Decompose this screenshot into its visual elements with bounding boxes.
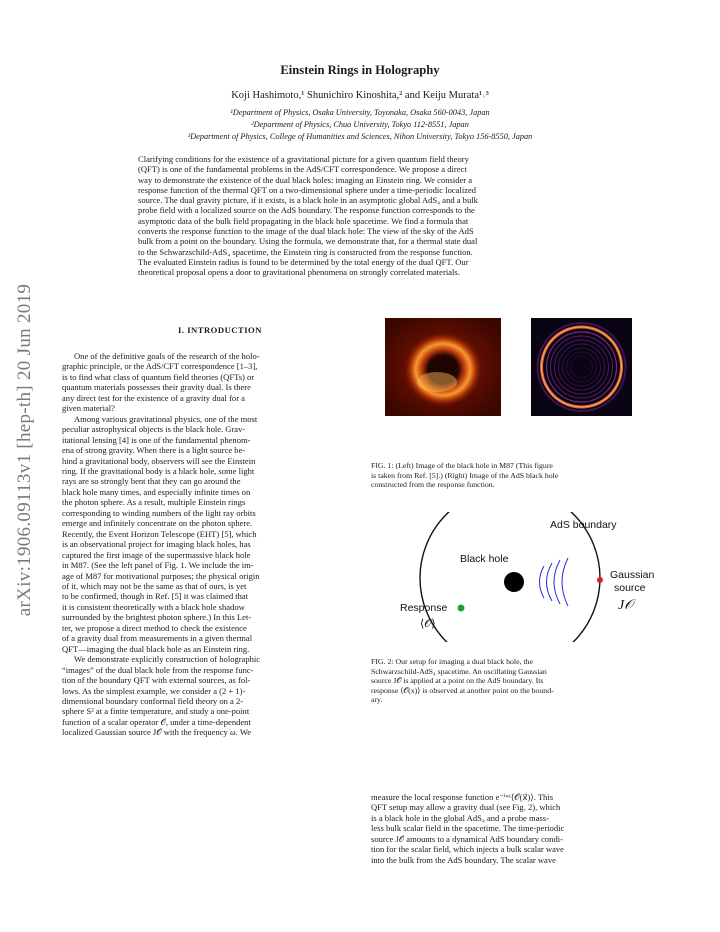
text-line: lows. As the simplest example, we consider a (2 + 1)- bbox=[62, 685, 246, 696]
text-line: hind a gravitational body, observers will see the Einstein bbox=[62, 455, 256, 466]
affiliation-1: ¹Department of Physics, Osaka University, Toyonaka, Osaka 560-0043, Japan bbox=[230, 108, 490, 117]
abstract-line: to the Schwarzschild-AdS₄ spacetime, the Einstein ring is constructed from the response function. bbox=[138, 246, 473, 257]
paper-title: Einstein Rings in Holography bbox=[280, 63, 440, 77]
text-line: One of the definitive goals of the research of the holo- bbox=[74, 351, 260, 361]
abstract-line: (QFT) is one of the fundamental problems in the AdS/CFT correspondence. We propose a direct bbox=[138, 164, 467, 175]
arxiv-id: arXiv:1906.09113v1 [hep-th] 20 Jun 2019 bbox=[14, 283, 35, 617]
caption-line: response ⟨𝒪(x)⟩ is observed at another point on the bound- bbox=[371, 685, 554, 695]
paragraph-3 bbox=[62, 654, 354, 738]
caption-line: FIG. 2: Our setup for imaging a dual black hole, the bbox=[371, 657, 533, 666]
abstract-line: bulk from a point on the boundary. Using the formula, we demonstrate that, for a thermal state dual bbox=[138, 236, 478, 247]
response-symbol: ⟨𝒪⟩ bbox=[420, 618, 436, 630]
text-line: Among various gravitational physics, one of the most bbox=[74, 413, 258, 424]
black-hole-disc bbox=[504, 572, 524, 592]
response-point bbox=[458, 605, 465, 612]
text-line: corresponding to winding numbers of the light ray orbits bbox=[62, 507, 256, 518]
arxiv-stamp bbox=[10, 250, 40, 650]
text-line: dimensional boundary conformal field theory on a 2- bbox=[62, 695, 244, 706]
author-list: Koji Hashimoto,¹ Shunichiro Kinoshita,² and Keiju Murata¹˒³ bbox=[231, 90, 489, 101]
caption-line: FIG. 1: (Left) Image of the black hole in M87 (This figure bbox=[371, 461, 553, 470]
abstract-line: asymptotic data of the bulk field propagating in the black hole spacetime. We find a formula that bbox=[138, 215, 469, 226]
text-line: QFT setup may allow a gravity dual (see Fig. 2), which bbox=[371, 802, 561, 813]
caption-line: source J𝒪 is applied at a point on the AdS boundary. Its bbox=[371, 676, 544, 685]
text-line: peculiar astrophysical objects is the black hole. Grav- bbox=[62, 424, 246, 435]
left-column bbox=[62, 351, 354, 738]
source-label-2: source bbox=[614, 582, 646, 594]
caption-line: constructed from the response function. bbox=[371, 480, 495, 489]
ads-einstein-ring-image bbox=[531, 318, 632, 416]
text-line: surrounded by the brightest photon sphere.) In this Let- bbox=[62, 612, 252, 623]
response-label: Response bbox=[400, 602, 448, 614]
source-point bbox=[597, 577, 603, 583]
text-line: captured the first image of the supermassive black hole bbox=[62, 549, 251, 560]
abstract-line: probe field with a localized source on the AdS boundary. The response function corresponds to the bbox=[138, 205, 475, 216]
text-line: We demonstrate explicitly construction of holographic bbox=[74, 654, 261, 665]
paragraph-2 bbox=[62, 414, 354, 654]
scalar-wave-arcs bbox=[540, 558, 569, 606]
text-line: is an observational project for imaging black holes, has bbox=[62, 539, 251, 550]
text-line: Recently, the Event Horizon Telescope (EHT) [5], which bbox=[62, 528, 257, 539]
paragraph-1 bbox=[62, 351, 354, 414]
ads-boundary-label: AdS boundary bbox=[550, 519, 617, 531]
text-line: in M87. (See the left panel of Fig. 1. We include the im- bbox=[62, 560, 254, 571]
text-line: the photon sphere. As a result, multiple Einstein rings bbox=[62, 497, 246, 508]
text-line: function of a scalar operator 𝒪, under a time-dependent bbox=[62, 716, 251, 727]
abstract-line: way to demonstrate the existence of the dual black holes: imaging an Einstein ring. We consider a bbox=[138, 174, 473, 185]
text-line: graphic principle, or the AdS/CFT correspondence [1–3], bbox=[62, 361, 258, 372]
text-line: it is consistent theoretically with a black hole shadow bbox=[62, 601, 245, 612]
m87-black-hole-image bbox=[385, 318, 501, 416]
text-line: measure the local response function e⁻ⁱʷᵗ⟨𝒪(x⃗)⟩. This bbox=[371, 792, 554, 802]
source-symbol: J𝒪 bbox=[618, 598, 634, 613]
abstract-line: source. The dual gravity picture, if it exists, is a black hole in an asymptotic global AdS₄ and a bulk bbox=[138, 195, 478, 206]
text-line: into the bulk from the AdS boundary. The scalar wave bbox=[371, 854, 556, 865]
affiliation-2: ²Department of Physics, Chuo University, Tokyo 112-8551, Japan bbox=[251, 120, 469, 129]
section-heading: I. INTRODUCTION bbox=[178, 325, 262, 335]
text-line: of it, which may not be the same as that of ours, is yet bbox=[62, 580, 247, 591]
fig1-caption bbox=[371, 461, 661, 490]
text-line: QFT—imaging the dual black hole as an Einstein ring. bbox=[62, 643, 250, 654]
abstract-line: Clarifying conditions for the existence of a gravitational picture for a given quantum field theory bbox=[138, 154, 469, 164]
affiliation-3: ³Department of Physics, College of Humanities and Sciences, Nihon University, Tokyo 156-8550, Japan bbox=[187, 132, 533, 141]
caption-line: ary. bbox=[371, 695, 383, 704]
setup-diagram bbox=[372, 512, 664, 642]
abstract-line: converts the response function to the image of the dual black hole: The view of the sky of the AdS bbox=[138, 226, 474, 237]
text-line: “images” of the dual black hole from the response func- bbox=[62, 664, 254, 675]
abstract bbox=[138, 154, 596, 278]
fig2-caption bbox=[371, 657, 661, 705]
black-hole-label: Black hole bbox=[460, 553, 509, 565]
text-line: any direct test for the existence of a gravity dual for a bbox=[62, 392, 245, 403]
right-column bbox=[371, 792, 661, 865]
text-line: source J𝒪 amounts to a dynamical AdS boundary condi- bbox=[371, 833, 563, 844]
text-line: tion for the scalar field, which injects a bulk scalar wave bbox=[371, 844, 564, 855]
caption-line: Schwarzschild-AdS₄ spacetime. An oscillating Gaussian bbox=[371, 666, 547, 676]
text-line: age of M87 for motivational purposes; the physical origin bbox=[62, 570, 260, 581]
text-line: itational lensing [4] is one of the fundamental phenom- bbox=[62, 434, 251, 445]
text-line: given material? bbox=[62, 403, 115, 414]
text-line: emerge and infinitely concentrate on the photon sphere. bbox=[62, 518, 253, 529]
abstract-line: theoretical proposal opens a door to gravitational phenomena on strongly correlated materials. bbox=[138, 267, 460, 278]
caption-line: is taken from Ref. [5].) (Right) Image of the AdS black hole bbox=[371, 470, 559, 480]
abstract-line: The evaluated Einstein radius is found to be determined by the total energy of the dual QFT. Our bbox=[138, 256, 469, 267]
text-line: of a gravity dual from measurements in a given thermal bbox=[62, 633, 253, 644]
text-line: quantum materials possesses their gravity dual. Is there bbox=[62, 382, 251, 393]
text-line: sphere S² at a finite temperature, and study a one-point bbox=[62, 706, 250, 717]
text-line: is a black hole in the global AdS₄ and a probe mass- bbox=[371, 812, 549, 823]
text-line: ena of strong gravity. When there is a light source be- bbox=[62, 445, 246, 456]
text-line: ring. If the gravitational body is a black hole, some light bbox=[62, 465, 255, 476]
source-label: Gaussian bbox=[610, 569, 655, 581]
text-line: to be confirmed, though in Ref. [5] it was claimed that bbox=[62, 591, 249, 602]
text-line: rays are so strongly bent that they can go around the bbox=[62, 476, 241, 487]
text-line: tion of the boundary QFT with external sources, as fol- bbox=[62, 675, 251, 686]
abstract-line: response function of the thermal QFT on a two-dimensional sphere under a time-periodic localized bbox=[138, 184, 477, 195]
text-line: black hole many times, and especially infinite times on bbox=[62, 486, 251, 497]
text-line: less bulk scalar field in the spacetime. The time-periodic bbox=[371, 823, 565, 834]
text-line: localized Gaussian source J𝒪 with the frequency ω. We bbox=[62, 727, 252, 738]
text-line: ter, we propose a direct method to check the existence bbox=[62, 622, 247, 633]
text-line: is to find what class of quantum field theories (QFTs) or bbox=[62, 371, 255, 382]
